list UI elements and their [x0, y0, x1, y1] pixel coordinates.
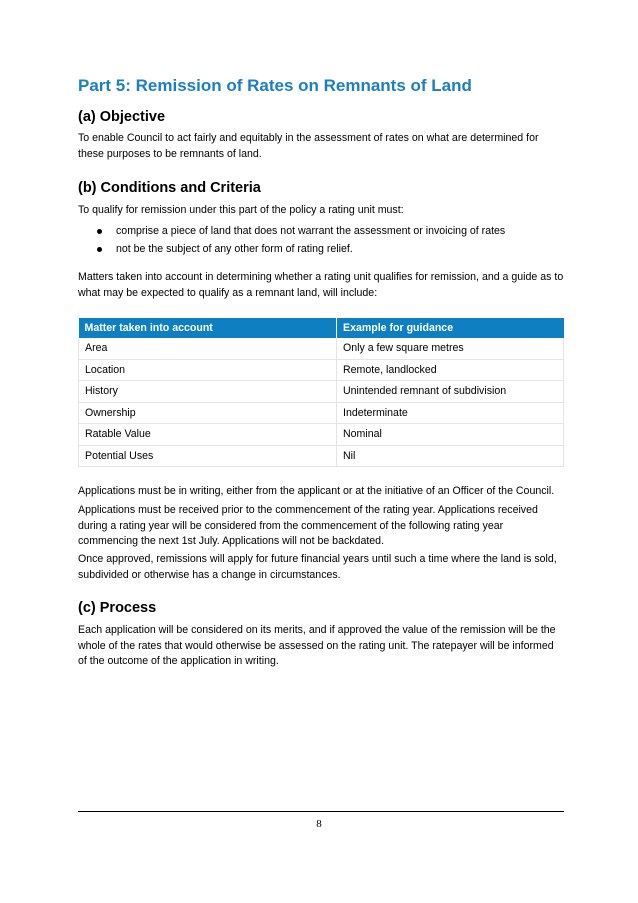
timing-paragraph: Applications must be received prior to the commencement of the rating year. Applications received during a rating year will be considered from the commencement of the following rating year commencing the next 1st July. Applications will not be backdated. — [78, 504, 538, 547]
table-cell-example: Indeterminate — [337, 402, 564, 424]
process-heading: (c) Process — [78, 600, 157, 616]
bullet-icon — [97, 229, 102, 234]
table-row — [79, 359, 564, 381]
footer-divider — [78, 811, 564, 812]
conditions-intro: To qualify for remission under this part of the policy a rating unit must: — [78, 204, 404, 216]
process-body: Each application will be considered on its merits, and if approved the value of the remission will be the whole of the rates that would otherwise be assessed on the rating unit. The ratepayer will be informed of the outcome of the application in writing. — [78, 624, 556, 667]
column-header-example: Example for guidance — [337, 318, 564, 338]
list-item-text: comprise a piece of land that does not warrant the assessment or invoicing of rates — [116, 225, 506, 237]
objective-body: To enable Council to act fairly and equitably in the assessment of rates on what are determined for these purposes to be remnants of land. — [78, 132, 539, 160]
table-cell-example: Only a few square metres — [337, 338, 564, 359]
table-row — [79, 402, 564, 424]
matters-intro: Matters taken into account in determining whether a rating unit qualifies for remission, and a guide as to what may be expected to qualify as a remnant land, will include: — [78, 271, 564, 299]
table-cell-example: Unintended remnant of subdivision — [337, 381, 564, 403]
table-cell-example: Nominal — [337, 424, 564, 446]
table-row — [79, 424, 564, 446]
criteria-list — [78, 223, 564, 258]
table-cell-example: Remote, landlocked — [337, 359, 564, 381]
table-cell-matter: History — [79, 381, 337, 403]
table-row — [79, 445, 564, 467]
part-title: Part 5: Remission of Rates on Remnants of Land — [78, 76, 472, 95]
table-header-row — [79, 318, 564, 338]
list-item-text: not be the subject of any other form of rating relief. — [116, 242, 353, 255]
table-cell-matter: Ratable Value — [79, 424, 337, 446]
table-cell-matter: Potential Uses — [79, 445, 337, 467]
objective-heading: (a) Objective — [78, 109, 166, 125]
list-item — [78, 241, 564, 259]
bullet-icon — [97, 247, 102, 252]
table-row — [79, 381, 564, 403]
table-row — [79, 338, 564, 359]
table-cell-matter: Location — [79, 359, 337, 381]
applications-paragraph: Applications must be in writing, either from the applicant or at the initiative of an Officer of the Council. — [78, 485, 555, 497]
page-number: 8 — [316, 818, 322, 830]
list-item — [78, 223, 564, 241]
conditions-heading: (b) Conditions and Criteria — [78, 180, 261, 196]
column-header-matter: Matter taken into account — [79, 318, 337, 338]
table-cell-matter: Ownership — [79, 402, 337, 424]
guidance-table — [78, 318, 564, 467]
approval-paragraph: Once approved, remissions will apply for future financial years until such a time where the land is sold, subdivided or otherwise has a change in circumstances. — [78, 553, 557, 581]
table-cell-example: Nil — [337, 445, 564, 467]
table-cell-matter: Area — [79, 338, 337, 359]
